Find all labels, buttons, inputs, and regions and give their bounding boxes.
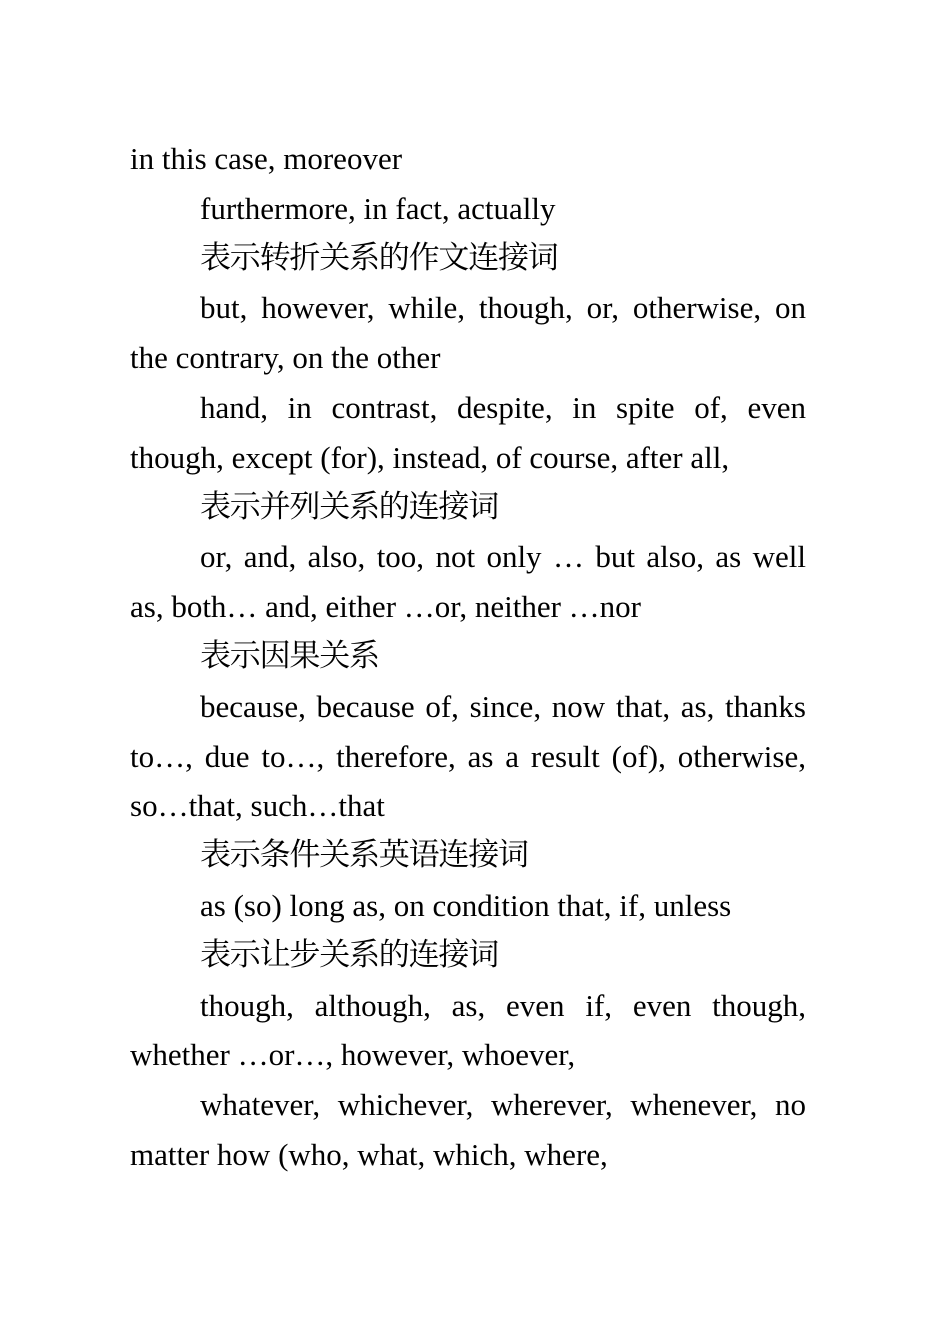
heading-coordination-connectives: 表示并列关系的连接词 — [200, 488, 498, 525]
paragraph-contrast-list-2: hand, in contrast, despite, in spite of, even though, except (for), instead, of course, after all, — [130, 389, 806, 475]
heading-condition-connectives: 表示条件关系英语连接词 — [200, 837, 528, 874]
heading-concession-connectives: 表示让步关系的连接词 — [200, 936, 498, 973]
heading-contrast-connectives: 表示转折关系的作文连接词 — [200, 239, 558, 276]
paragraph-condition-list: as (so) long as, on condition that, if, unless — [200, 887, 732, 923]
paragraph-in-this-case: in this case, moreover — [130, 141, 403, 176]
paragraph-cause-effect-list: because, because of, since, now that, as, thanks to…, due to…, therefore, as a result (of), otherwise, so…that, such…that — [130, 688, 806, 824]
paragraph-concession-list-1: though, although, as, even if, even though, whether …or…, however, whoever, — [130, 987, 806, 1073]
paragraph-coordination-list: or, and, also, too, not only … but also, as well as, both… and, either …or, neither …nor — [130, 539, 806, 625]
paragraph-contrast-list-1: but, however, while, though, or, otherwise, on the contrary, on the other — [130, 290, 806, 376]
heading-cause-effect: 表示因果关系 — [200, 637, 379, 674]
paragraph-furthermore: furthermore, in fact, actually — [200, 190, 556, 226]
document-body — [130, 134, 806, 1180]
paragraph-concession-list-2: whatever, whichever, wherever, whenever, no matter how (who, what, which, where, — [130, 1087, 806, 1172]
